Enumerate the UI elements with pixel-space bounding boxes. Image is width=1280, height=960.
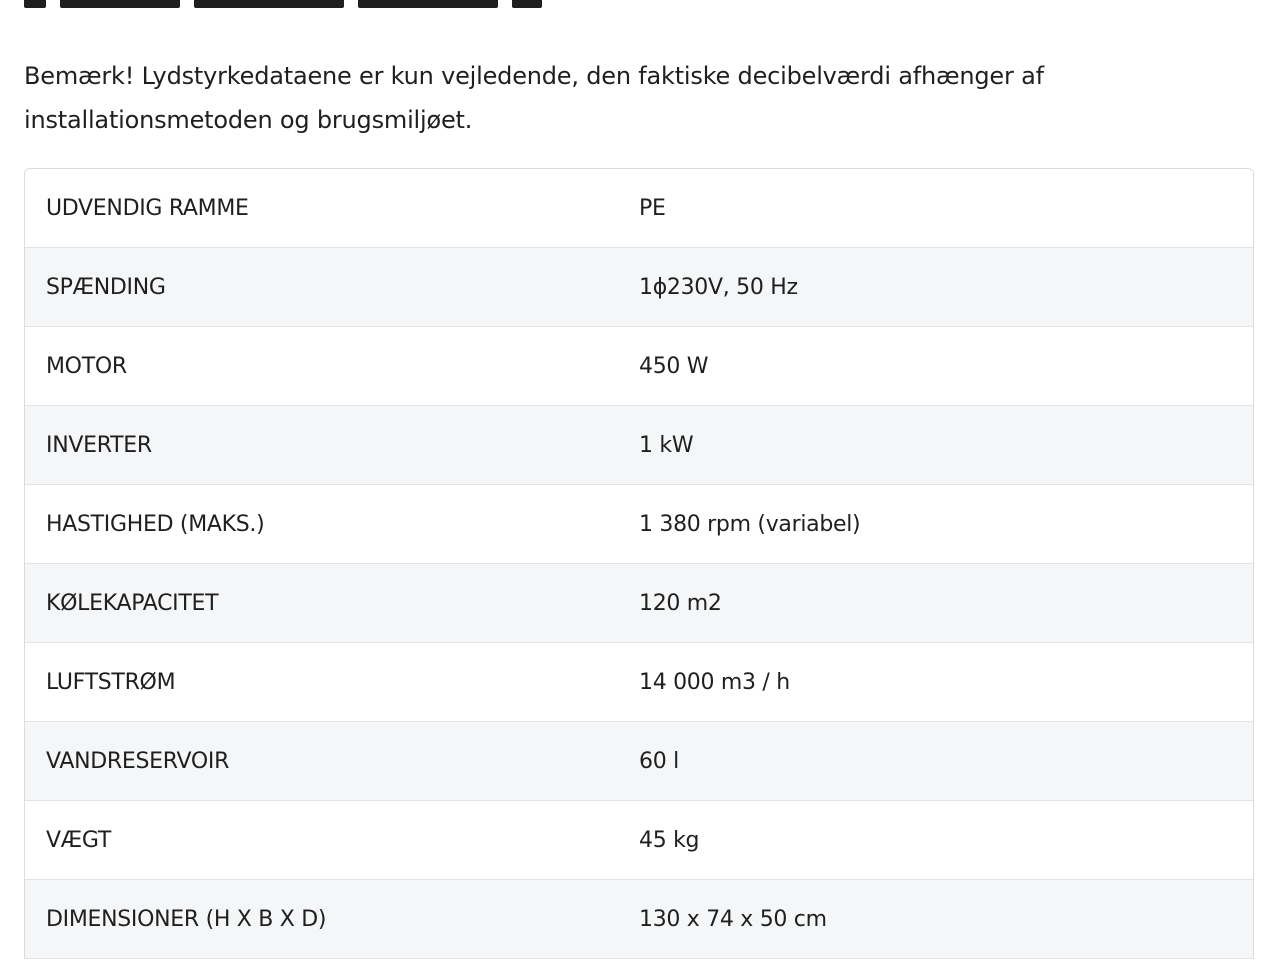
spec-row-airflow xyxy=(25,643,1253,722)
spec-row-voltage xyxy=(25,248,1253,327)
spec-row-dimensions xyxy=(25,880,1253,959)
spec-row-cooling-capacity xyxy=(25,564,1253,643)
spec-value: 14 000 m3 / h xyxy=(639,669,790,695)
spec-label: MOTOR xyxy=(46,353,127,379)
spec-label: HASTIGHED (MAKS.) xyxy=(46,511,265,537)
spec-value: 120 m2 xyxy=(639,590,722,616)
volume-note: Bemærk! Lydstyrkedataene er kun vejledende, den faktiske decibelværdi afhænger af installationsmetoden og brugsmiljøet. xyxy=(24,62,1044,134)
spec-value: 1 380 rpm (variabel) xyxy=(639,511,861,537)
spec-value: PE xyxy=(639,195,666,221)
spec-row-weight xyxy=(25,801,1253,880)
spec-table xyxy=(24,168,1254,959)
spec-row-frame xyxy=(25,169,1253,248)
spec-label: VÆGT xyxy=(46,827,111,853)
spec-label: VANDRESERVOIR xyxy=(46,748,230,774)
spec-label: LUFTSTRØM xyxy=(46,669,176,695)
spec-label: DIMENSIONER (H X B X D) xyxy=(46,906,327,932)
spec-row-water-reservoir xyxy=(25,722,1253,801)
spec-label: UDVENDIG RAMME xyxy=(46,195,249,221)
spec-value: 45 kg xyxy=(639,827,700,853)
spec-row-motor xyxy=(25,327,1253,406)
spec-label: SPÆNDING xyxy=(46,274,166,300)
spec-row-inverter xyxy=(25,406,1253,485)
spec-label: KØLEKAPACITET xyxy=(46,590,219,616)
spec-value: 60 l xyxy=(639,748,679,774)
spec-value: 1ɸ230V, 50 Hz xyxy=(639,274,798,300)
spec-value: 1 kW xyxy=(639,432,694,458)
spec-row-speed xyxy=(25,485,1253,564)
cropped-heading xyxy=(24,0,542,8)
spec-value: 450 W xyxy=(639,353,709,379)
spec-label: INVERTER xyxy=(46,432,152,458)
spec-value: 130 x 74 x 50 cm xyxy=(639,906,827,932)
